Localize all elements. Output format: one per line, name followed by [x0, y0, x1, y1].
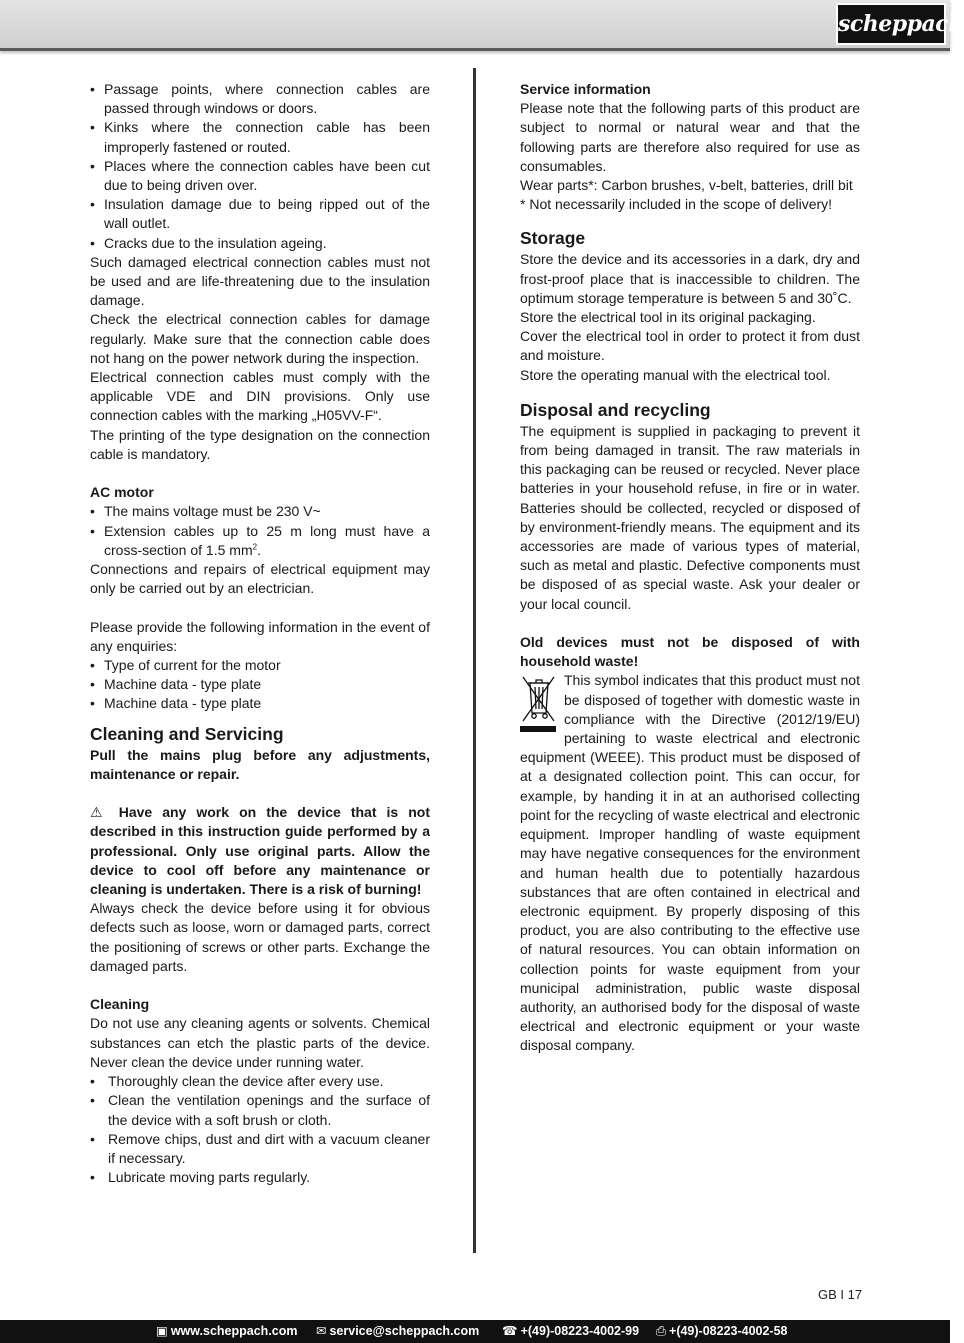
paragraph: Please provide the following information in the event of any enquiries: [90, 618, 430, 654]
paragraph: Such damaged electrical connection cables must not be used and are life-threatening due to the insulation damage. [90, 253, 430, 309]
ac-motor-list [90, 502, 430, 560]
enquiry-info-list [90, 656, 430, 714]
list-item: • Extension cables up to 25 m long must have a cross-section of 1.5 $mm^2$. [90, 522, 430, 560]
paragraph: Always check the device before using it for obvious defects such as loose, worn or damaged parts, correct the positioning of screws or other parts. Exchange the damaged parts. [90, 900, 430, 974]
list-item: • Lubricate moving parts regularly. [90, 1168, 430, 1187]
list-item: • Places where the connection cables have been cut due to being driven over. [90, 157, 430, 195]
paragraph: The printing of the type designation on the connection cable is mandatory. [90, 426, 430, 462]
right-column [520, 80, 860, 1056]
paragraph: This symbol indicates that this product must not be disposed of together with domestic waste in compliance with the Directive (2012/19/EU) pertaining to waste electrical and electronic equipment (WEEE). This product must be disposed of at a designated collection point. This can occur, for example, by handing it in at an authorised collecting point for the recycling of waste electrical and electronic equipment. Improper handling of waste equipment may have negative consequences for the environment and human health due to potentially hazardous substances that are often contained in electrical and electronic equipment. By properly disposing of this product, you are also contributing to the effective use of natural resources. You can obtain information on collection points for waste equipment from your municipal administration, public waste disposal authority, an authorised body for the disposal of waste electrical and electronic equipment or your waste disposal company. [520, 672, 860, 1054]
warning-text: ⚠ Have any work on the device that is not described in this instruction guide performed by a professional. Only use original parts. Allow the device to cool off before any maintenance or cleaning is undertaken. There is a risk of burning! [90, 804, 430, 898]
footer-bar [0, 1320, 950, 1343]
paragraph: Store the electrical tool in its original packaging. [520, 309, 816, 326]
list-item: • Clean the ventilation openings and the surface of the device with a soft brush or cloth. [90, 1091, 430, 1129]
list-item: • Remove chips, dust and dirt with a vacuum cleaner if necessary. [90, 1130, 430, 1168]
warning-icon: ⚠ [90, 804, 109, 821]
footer-phone: ☎ +(49)-08223-4002-99 [502, 1324, 640, 1338]
cable-damage-list [90, 80, 430, 253]
list-item: • Machine data - type plate [90, 675, 430, 694]
list-item: • Thoroughly clean the device after every use. [90, 1072, 430, 1091]
computer-icon: ▣ [156, 1324, 168, 1338]
header-band [0, 0, 964, 51]
left-column [90, 80, 430, 1187]
paragraph: Store the device and its accessories in a dark, dry and frost-proof place that is inaccessible to children. The optimum storage temperature is between 5 and 30˚C. [520, 251, 860, 306]
list-item: • Kinks where the connection cable has been improperly fastened or routed. [90, 118, 430, 156]
cleaning-heading: Cleaning [90, 996, 150, 1013]
old-devices-heading: Old devices must not be disposed of with household waste! [520, 634, 860, 670]
paragraph: Connections and repairs of electrical equipment may only be carried out by an electrician. [90, 561, 430, 597]
footer-email[interactable]: ✉ service@scheppach.com [316, 1324, 480, 1338]
footer-fax: ⎙ +(49)-08223-4002-58 [656, 1324, 788, 1338]
paragraph: Store the operating manual with the electrical tool. [520, 366, 831, 383]
paragraph: * Not necessarily included in the scope of delivery! [520, 196, 833, 213]
paragraph: Cover the electrical tool in order to protect it from dust and moisture. [520, 328, 860, 364]
fax-icon: ⎙ [656, 1324, 667, 1338]
list-item: • Type of current for the motor [90, 656, 430, 675]
paragraph: Wear parts*: Carbon brushes, v-belt, batteries, drill bit [520, 177, 853, 194]
list-item: • Cracks due to the insulation ageing. [90, 234, 430, 253]
cleaning-servicing-heading: Cleaning and Servicing [90, 723, 284, 744]
paragraph: The equipment is supplied in packaging to prevent it from being damaged in transit. The raw materials in this packaging can be reused or recycled. Never place batteries in your household refuse, in fire or in water. Batteries should be collected, recycled or disposed of by environment-friendly means. The equipment and its accessories are made of various types of material, such as metal and plastic. Defective components must be disposed of as special waste. Ask your dealer or your local council. [520, 422, 860, 612]
paragraph: Electrical connection cables must comply with the applicable VDE and DIN provisions. Only use connection cables with the marking „H05VV-F“. [90, 369, 430, 424]
footer-website[interactable]: ▣ www.scheppach.com [156, 1324, 298, 1338]
ac-motor-heading: AC motor [90, 484, 154, 501]
paragraph: Please note that the following parts of this product are subject to normal or natural wear and that the following parts are therefore also required for use as consumables. [520, 100, 860, 174]
list-item: • The mains voltage must be 230 V~ [90, 502, 430, 521]
phone-icon: ☎ [502, 1324, 518, 1338]
page-number: GB I 17 [818, 1287, 863, 1302]
list-item: • Insulation damage due to being ripped out of the wall outlet. [90, 195, 430, 233]
list-item: • Passage points, where connection cables are passed through windows or doors. [90, 80, 430, 118]
cleaning-list [90, 1072, 430, 1187]
column-divider [473, 68, 476, 1253]
service-information-heading: Service information [520, 81, 651, 97]
crossed-out-wheelie-bin-icon [520, 673, 558, 735]
email-icon: ✉ [316, 1324, 327, 1338]
storage-heading: Storage [520, 228, 586, 249]
scheppach-logo: scheppach [836, 3, 946, 45]
paragraph: Do not use any cleaning agents or solvents. Chemical substances can etch the plastic parts of the device. Never clean the device under running water. [90, 1015, 430, 1070]
warning-text: Pull the mains plug before any adjustments, maintenance or repair. [90, 746, 430, 782]
paragraph: Check the electrical connection cables for damage regularly. Make sure that the connection cable does not hang on the power network during the inspection. [90, 311, 430, 366]
weee-block [520, 671, 860, 1055]
list-item: • Machine data - type plate [90, 694, 430, 713]
disposal-recycling-heading: Disposal and recycling [520, 399, 711, 420]
